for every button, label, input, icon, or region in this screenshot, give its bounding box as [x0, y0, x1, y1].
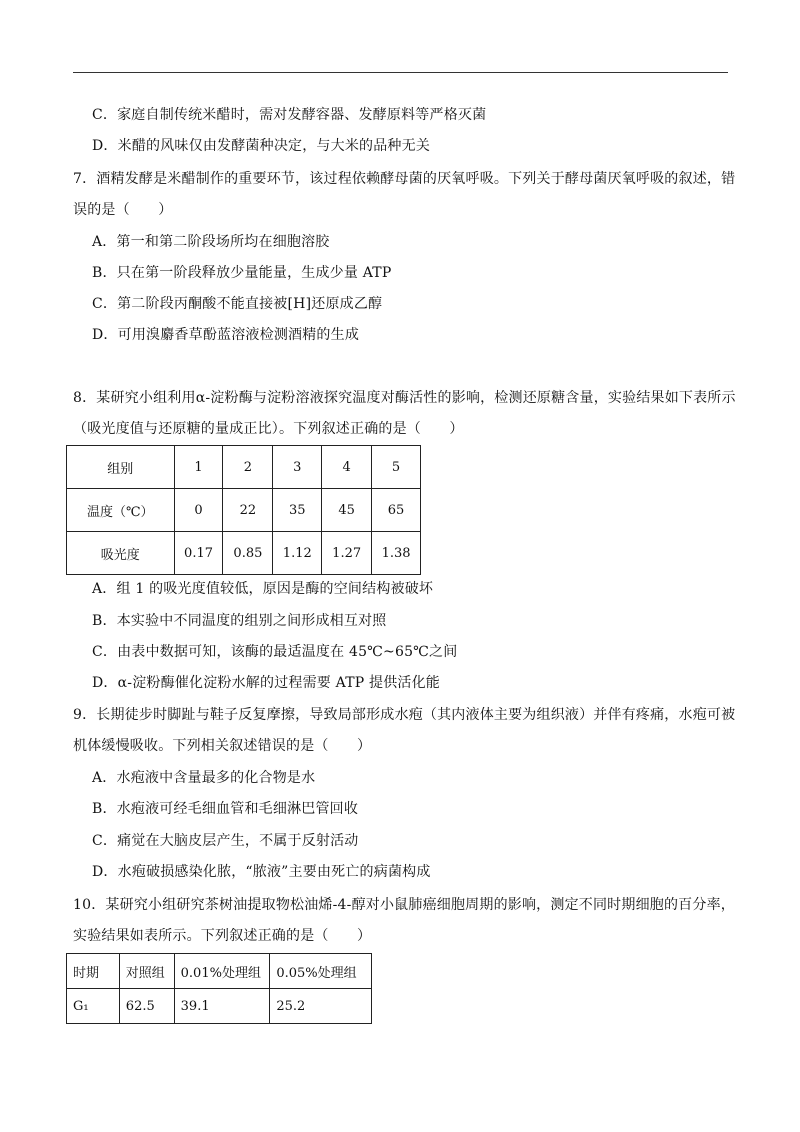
table-header: 时期: [67, 954, 120, 989]
table-header: 0.05%处理组: [270, 954, 372, 989]
table-row: [67, 489, 421, 532]
table-cell: 1.27: [322, 532, 372, 575]
table-cell: 2: [223, 446, 273, 489]
table-row: [67, 532, 421, 575]
table-cell: 0: [174, 489, 223, 532]
header-rule: [73, 72, 728, 73]
q8-option-b: B．本实验中不同温度的组别之间形成相互对照: [92, 613, 387, 629]
q6-option-c: C．家庭自制传统米醋时，需对发酵容器、发酵原料等严格灭菌: [92, 107, 487, 123]
q7-option-c: C．第二阶段丙酮酸不能直接被[H]还原成乙醇: [92, 296, 383, 312]
q7-option-d: D．可用溴麝香草酚蓝溶液检测酒精的生成: [92, 327, 360, 343]
table-cell: 25.2: [270, 989, 372, 1024]
row-label-absorbance: 吸光度: [67, 532, 175, 575]
table-header: 对照组: [119, 954, 174, 989]
row-label-temperature: 温度（℃）: [67, 489, 175, 532]
q6-option-d: D．米醋的风味仅由发酵菌种决定，与大米的品种无关: [92, 138, 431, 154]
table-cell: 4: [322, 446, 372, 489]
table-cell: 5: [372, 446, 421, 489]
table-cell: 1.12: [273, 532, 322, 575]
table-cell: 39.1: [174, 989, 270, 1024]
q8-stem-line2: （吸光度值与还原糖的量成正比）。下列叙述正确的是（ ）: [73, 421, 464, 437]
row-label-group: 组别: [67, 446, 175, 489]
q8-stem-line1: 8．某研究小组利用α-淀粉酶与淀粉溶液探究温度对酶活性的影响，检测还原糖含量，实验结果如下表所示: [73, 390, 736, 406]
q8-data-table: [66, 445, 421, 575]
q9-option-d: D．水疱破损感染化脓，“脓液”主要由死亡的病菌构成: [92, 864, 431, 880]
table-cell: 0.17: [174, 532, 223, 575]
q7-stem-line1: 7．酒精发酵是米醋制作的重要环节，该过程依赖酵母菌的厌氧呼吸。下列关于酵母菌厌氧呼吸的叙述，错: [73, 171, 736, 187]
table-cell: 1.38: [372, 532, 421, 575]
q10-data-table: [66, 953, 372, 1024]
q9-stem-line2: 机体缓慢吸收。下列相关叙述错误的是（ ）: [73, 738, 372, 754]
q8-option-d: D．α-淀粉酶催化淀粉水解的过程需要 ATP 提供活化能: [92, 675, 441, 691]
table-cell: 3: [273, 446, 322, 489]
table-cell: 62.5: [119, 989, 174, 1024]
q8-option-c: C．由表中数据可知，该酶的最适温度在 45℃~65℃之间: [92, 644, 458, 660]
q7-option-a: A．第一和第二阶段场所均在细胞溶胶: [92, 234, 330, 250]
table-cell: G₁: [67, 989, 120, 1024]
q9-option-a: A．水疱液中含量最多的化合物是水: [92, 770, 316, 786]
q9-option-b: B．水疱液可经毛细血管和毛细淋巴管回收: [92, 801, 359, 817]
table-cell: 22: [223, 489, 273, 532]
q7-stem-line2: 误的是（ ）: [73, 202, 173, 218]
q7-option-b: B．只在第一阶段释放少量能量，生成少量 ATP: [92, 265, 392, 281]
q9-stem-line1: 9．长期徒步时脚趾与鞋子反复摩擦，导致局部形成水疱（其内液体主要为组织液）并伴有疼痛，水疱可被: [73, 707, 736, 723]
table-cell: 35: [273, 489, 322, 532]
table-cell: 65: [372, 489, 421, 532]
q9-option-c: C．痛觉在大脑皮层产生，不属于反射活动: [92, 833, 359, 849]
table-header: 0.01%处理组: [174, 954, 270, 989]
q8-option-a: A．组 1 的吸光度值较低，原因是酶的空间结构被破坏: [92, 581, 434, 597]
table-cell: 0.85: [223, 532, 273, 575]
q10-stem-line1: 10．某研究小组研究茶树油提取物松油烯-4-醇对小鼠肺癌细胞周期的影响，测定不同时期细胞的百分率，: [73, 897, 735, 913]
table-cell: 45: [322, 489, 372, 532]
table-row: [67, 446, 421, 489]
table-row: [67, 989, 372, 1024]
q10-stem-line2: 实验结果如表所示。下列叙述正确的是（ ）: [73, 928, 372, 944]
table-cell: 1: [174, 446, 223, 489]
table-header-row: [67, 954, 372, 989]
